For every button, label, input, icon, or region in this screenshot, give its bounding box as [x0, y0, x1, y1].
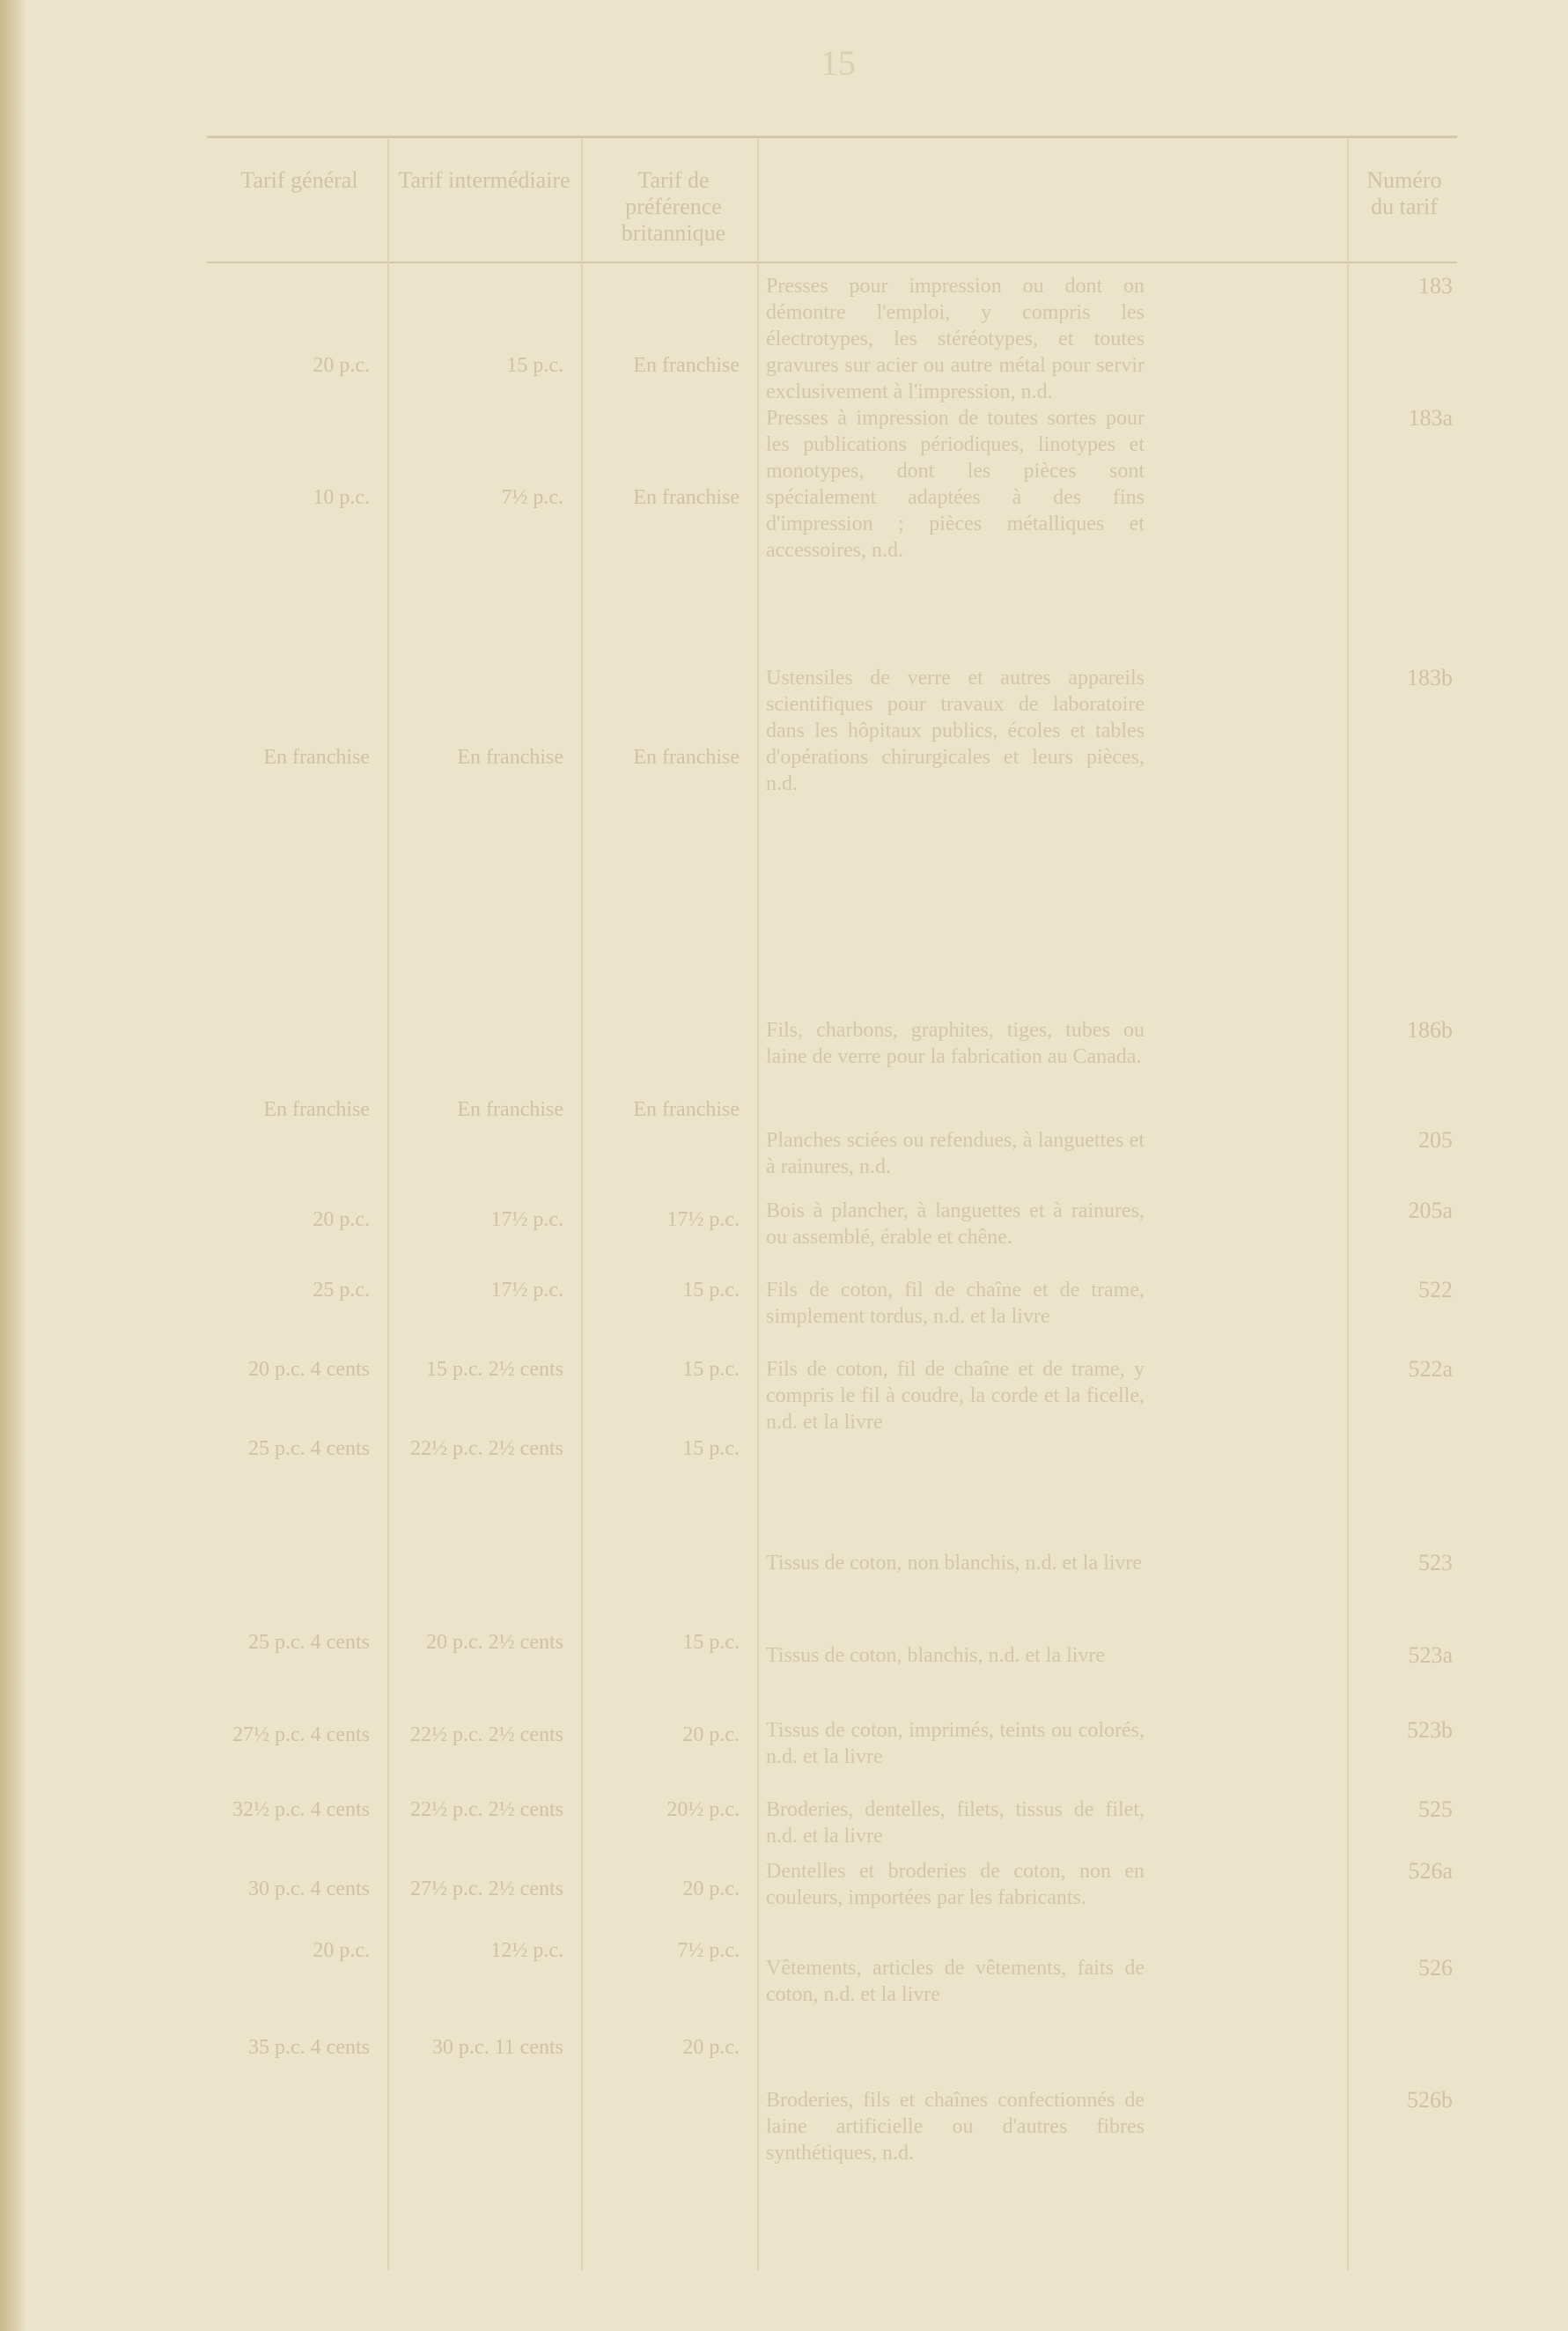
intermediate-rate: 30 p.c. 11 cents: [431, 2036, 563, 2059]
british-rate: 20 p.c.: [682, 2036, 740, 2059]
general-rate: 25 p.c.: [313, 1279, 370, 1302]
tariff-number: 205: [1418, 1127, 1453, 1153]
tariff-number: 205a: [1408, 1198, 1453, 1223]
table-header-rule: [207, 262, 1457, 263]
table-top-rule: [207, 136, 1457, 138]
intermediate-rate: 27½ p.c. 2½ cents: [410, 1877, 563, 1900]
british-rate: En franchise: [633, 486, 740, 509]
item-description: Fils, charbons, graphites, tiges, tubes ou laine de verre pour la fabrication au Canada.: [766, 1019, 1145, 1068]
tariff-number: 522: [1418, 1277, 1453, 1302]
item-description: Planches sciées ou refendues, à languettes et à rainures, n.d.: [766, 1129, 1145, 1178]
tariff-number: 183b: [1407, 665, 1453, 690]
tariff-number: 525: [1418, 1796, 1453, 1822]
intermediate-rate: 7½ p.c.: [501, 486, 563, 509]
general-rate: 32½ p.c. 4 cents: [232, 1798, 370, 1821]
intermediate-rate: 20 p.c. 2½ cents: [426, 1631, 563, 1654]
header-tariff-number: Numéro du tarif: [1366, 167, 1442, 219]
general-rate: 20 p.c. 4 cents: [248, 1358, 370, 1381]
column-separator: [1347, 139, 1349, 2270]
item-description: Tissus de coton, blanchis, n.d. et la livre: [766, 1644, 1106, 1667]
general-rate: 20 p.c.: [313, 354, 370, 377]
british-rate: 15 p.c.: [682, 1437, 740, 1460]
tariff-number: 523a: [1408, 1642, 1453, 1668]
british-rate: 20 p.c.: [682, 1877, 740, 1900]
intermediate-rate: 17½ p.c.: [490, 1279, 563, 1302]
intermediate-rate: 22½ p.c. 2½ cents: [410, 1437, 563, 1460]
page-number: 15: [821, 43, 856, 83]
item-description: Presses pour impression ou dont on démontre l'emploi, y compris les électrotypes, les stéréotypes, et toutes gravures sur acier ou autre métal pour servir exclusivement à l'impression, n.d.: [766, 275, 1145, 403]
item-description: Fils de coton, fil de chaîne et de trame, simplement tordus, n.d. et la livre: [766, 1279, 1145, 1328]
intermediate-rate: 15 p.c. 2½ cents: [426, 1358, 563, 1381]
tariff-number: 526: [1418, 1955, 1453, 1981]
intermediate-rate: 12½ p.c.: [490, 1939, 563, 1962]
intermediate-rate: En franchise: [457, 1098, 563, 1121]
general-rate: En franchise: [263, 746, 370, 769]
british-rate: 15 p.c.: [682, 1631, 740, 1654]
british-rate: 7½ p.c.: [677, 1939, 740, 1962]
header-british-preference: Tarif de préférence britannique: [621, 167, 726, 246]
intermediate-rate: 15 p.c.: [506, 354, 563, 377]
tariff-number: 183a: [1408, 405, 1453, 431]
general-rate: 35 p.c. 4 cents: [248, 2036, 370, 2059]
general-rate: 25 p.c. 4 cents: [248, 1437, 370, 1460]
intermediate-rate: 17½ p.c.: [490, 1208, 563, 1231]
item-description: Ustensiles de verre et autres appareils scientifiques pour travaux de laboratoire dans les hôpitaux publics, écoles et tables d'opérations chirurgicales et leurs pièces, n.d.: [766, 667, 1145, 795]
item-description: Dentelles et broderies de coton, non en couleurs, importées par les fabricants.: [766, 1860, 1145, 1909]
british-rate: 15 p.c.: [682, 1279, 740, 1302]
item-description: Tissus de coton, non blanchis, n.d. et la livre: [766, 1552, 1143, 1575]
general-rate: 20 p.c.: [313, 1939, 370, 1962]
item-description: Bois à plancher, à languettes et à rainures, ou assemblé, érable et chêne.: [766, 1199, 1145, 1249]
item-description: Broderies, dentelles, filets, tissus de filet, n.d. et la livre: [766, 1798, 1145, 1848]
item-description: Fils de coton, fil de chaîne et de trame, y compris le fil à coudre, la corde et la ficelle, n.d. et la livre: [766, 1358, 1145, 1434]
general-rate: 10 p.c.: [313, 486, 370, 509]
intermediate-rate: 22½ p.c. 2½ cents: [410, 1798, 563, 1821]
british-rate: 15 p.c.: [682, 1358, 740, 1381]
item-description: Presses à impression de toutes sortes pour les publications périodiques, linotypes et monotypes, dont les pièces sont spécialement adaptées à des fins d'impression ; pièces métalliques et accessoires, n.d.: [766, 407, 1145, 562]
item-description: Broderies, fils et chaînes confectionnés de laine artificielle ou d'autres fibres synthétiques, n.d.: [766, 2089, 1145, 2165]
general-rate: 30 p.c. 4 cents: [248, 1877, 370, 1900]
british-rate: 17½ p.c.: [666, 1208, 740, 1231]
intermediate-rate: En franchise: [457, 746, 563, 769]
british-rate: 20½ p.c.: [666, 1798, 740, 1821]
item-description: Vêtements, articles de vêtements, faits de coton, n.d. et la livre: [766, 1957, 1145, 2006]
tariff-number: 523: [1418, 1550, 1453, 1575]
item-description: Tissus de coton, imprimés, teints ou colorés, n.d. et la livre: [766, 1719, 1145, 1768]
tariff-number: 522a: [1408, 1356, 1453, 1382]
tariff-number: 526a: [1408, 1858, 1453, 1884]
tariff-number: 186b: [1407, 1017, 1453, 1043]
general-rate: 27½ p.c. 4 cents: [232, 1723, 370, 1746]
header-general-tariff: Tarif général: [240, 167, 358, 193]
page-binding-shadow: [0, 0, 26, 2331]
tariff-number: 523b: [1407, 1717, 1453, 1743]
british-rate: En franchise: [633, 1098, 740, 1121]
general-rate: 25 p.c. 4 cents: [248, 1631, 370, 1654]
intermediate-rate: 22½ p.c. 2½ cents: [410, 1723, 563, 1746]
british-rate: En franchise: [633, 354, 740, 377]
general-rate: 20 p.c.: [313, 1208, 370, 1231]
tariff-number: 183: [1418, 273, 1453, 299]
column-separator: [757, 139, 759, 2270]
british-rate: 20 p.c.: [682, 1723, 740, 1746]
tariff-number: 526b: [1407, 2087, 1453, 2113]
general-rate: En franchise: [263, 1098, 370, 1121]
british-rate: En franchise: [633, 746, 740, 769]
header-intermediate-tariff: Tarif intermédiaire: [398, 167, 571, 193]
